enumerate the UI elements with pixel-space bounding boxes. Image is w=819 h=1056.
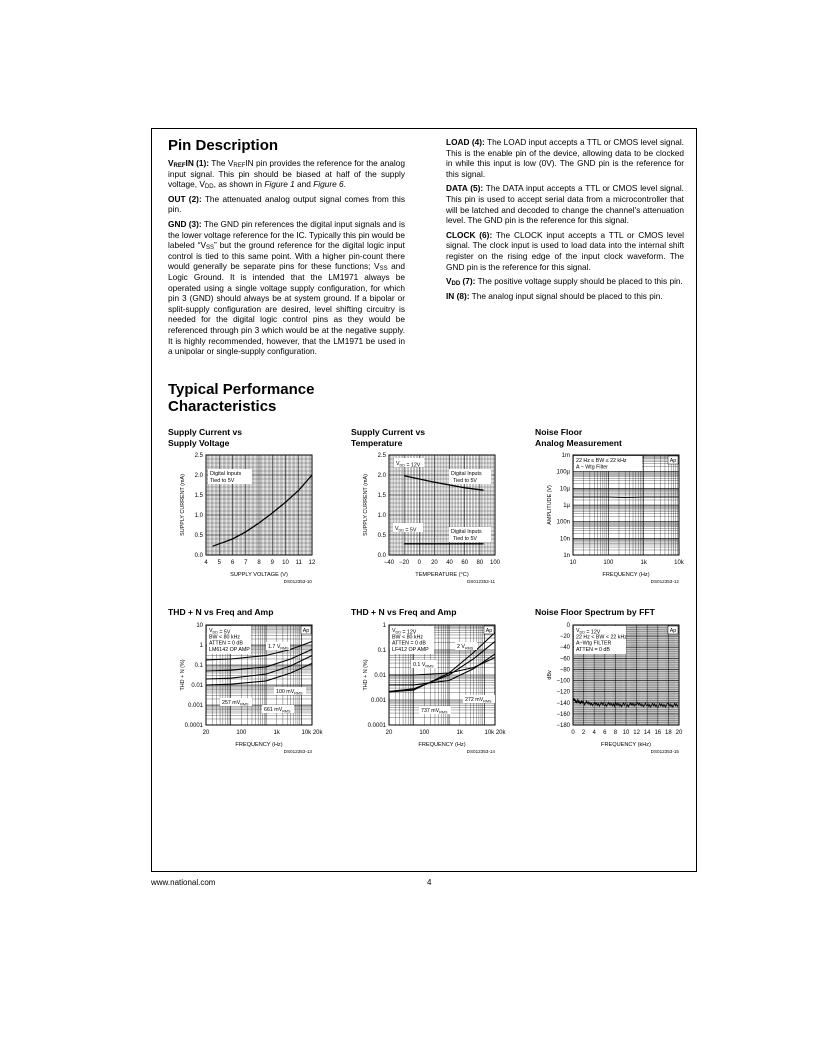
figure-code: DS012353-11 (466, 579, 495, 584)
pin-text: The $V_{REF}IN$ pin provides the reference for the analog input signal. This pin should be biased at half of the supply voltage, $V_{DD}$, as shown in Figure 1 and Figure 6. (168, 158, 405, 191)
y-tick-label: 1n (563, 553, 570, 559)
y-tick-label: 10µ (559, 486, 570, 493)
pin-name: $V_{DD}$ (7): (446, 276, 476, 288)
pin-list-right (446, 137, 684, 301)
y-tick-label: 0.01 (374, 673, 386, 679)
pin-list-left (168, 158, 405, 357)
curve-label: 0.1 $V_{RMS}$ (413, 662, 434, 669)
x-tick-label: 12 (633, 730, 640, 736)
legend-entry: BW < 80 kHz (392, 634, 424, 641)
y-tick-label: 2.0 (194, 473, 203, 479)
y-tick-label: 0.0 (194, 553, 203, 559)
y-tick-label: 1.0 (194, 513, 203, 519)
y-tick-label: 0.1 (194, 663, 203, 669)
pin-name: GND (3): (168, 218, 202, 229)
annotation: $V_{DD} = 5V$ (395, 526, 417, 534)
chart-thd-n-5v (160, 620, 332, 767)
y-tick-label: 2.5 (377, 453, 386, 459)
pin-right-item (446, 291, 684, 302)
x-tick-label: 1k (273, 730, 280, 736)
annotation: Tied to 5V (453, 478, 477, 484)
y-tick-label: −80 (559, 667, 570, 674)
x-tick-label: 4 (204, 560, 208, 566)
section-title-typical-performance: Typical Performance Characteristics (168, 381, 315, 415)
y-tick-label: 0.0001 (367, 723, 386, 729)
y-tick-label: 1.5 (194, 493, 203, 499)
y-tick-label: 10 (196, 623, 203, 629)
x-tick-label: 80 (476, 560, 484, 566)
chart-noise-floor-fft (527, 620, 699, 767)
x-tick-label: 11 (295, 560, 302, 566)
series-line (573, 497, 679, 498)
pin-left-item (168, 194, 405, 215)
legend-entry: ATTEN = 0 dB (209, 640, 243, 647)
series-line (389, 654, 495, 685)
x-tick-label: 16 (654, 730, 662, 736)
footer-website[interactable]: www.national.com (151, 878, 216, 887)
x-tick-label: 100 (489, 560, 501, 566)
pin-right-item (446, 137, 684, 179)
y-axis-label: THD + N (%) (180, 659, 186, 691)
chart-supply-current-vs-temperature (343, 450, 515, 595)
y-tick-label: −120 (556, 689, 570, 696)
ap-badge-text: Ap (302, 628, 310, 634)
graph-title-2: Supply Current vs Temperature (351, 427, 426, 448)
figure-code: DS012353-10 (283, 579, 312, 584)
y-tick-label: −160 (556, 711, 570, 718)
pin-text: The CLOCK input accepts a TTL or CMOS level signal. The clock input is used to load data into the internal shift register on the rising edge of the input clock waveform. The GND pin is the reference for this signal. (446, 229, 684, 272)
x-tick-label: 20 (202, 730, 210, 736)
pin-name: OUT (2): (168, 193, 202, 204)
chart-supply-current-vs-voltage (160, 450, 332, 595)
legend-entry: 22 Hz ≤ BW ≤ 22 kHz (576, 458, 627, 464)
pin-text: The GND pin references the digital input signals and is the lower voltage reference for the IC. Typically this pin would be labeled “$V_{SS}$” but the ground reference for the digital logic input control is tied to this same point. With a higher pin-count there would generally be separate pins for these functions; $V_{SS}$ and Logic Ground. It is intended that the LM1971 always be operated using a single voltage supply configuration, for which pin 3 (GND) should always be at system ground. If a bipolar or split-supply configuration are desired, level shifting circuitry is needed for the digital logic control pins as they would be referenced through pin 3 which would be at the negative supply. It is highly recommended, however, that the LM1971 be used in a unipolar or single-supply configuration. (168, 218, 405, 357)
curve-label: 257 $mV_{RMS}$ (222, 700, 249, 707)
x-tick-label: 1k (456, 730, 463, 736)
pin-left-item (168, 158, 405, 190)
graph-title-5: THD + N vs Freq and Amp (351, 607, 457, 617)
x-tick-label: 6 (230, 560, 235, 566)
pin-text: The attenuated analog output signal comes from this pin. (168, 193, 405, 215)
y-tick-label: −140 (556, 700, 570, 707)
x-tick-label: −20 (399, 560, 410, 566)
y-tick-label: 0.5 (377, 533, 386, 539)
curve-label: 1.7 $V_{RMS}$ (268, 644, 289, 651)
x-tick-label: 100 (603, 560, 614, 566)
pin-text: The LOAD input accepts a TTL or CMOS level signal. This is the enable pin of the device, allowing data to be clocked in while this input is low (0V). The GND pin is the reference for this signal. (446, 137, 684, 179)
y-tick-label: 1m (561, 453, 570, 459)
x-tick-label: 10 (569, 560, 577, 566)
x-tick-label: 10k 20k (301, 730, 323, 736)
pin-right-item (446, 230, 684, 272)
x-tick-label: 100 (236, 730, 247, 736)
series-line (213, 475, 312, 546)
pin-text: The positive voltage supply should be placed to this pin. (475, 276, 683, 287)
x-axis-label: FREQUENCY (Hz) (602, 572, 650, 578)
graph-title-4: THD + N vs Freq and Amp (168, 607, 274, 617)
x-tick-label: 10k 20k (484, 730, 506, 736)
pin-left-item (168, 219, 405, 357)
x-tick-label: 5 (217, 560, 221, 566)
legend-entry: A−Wtg FILTER (576, 640, 612, 647)
y-tick-label: 1.5 (377, 493, 386, 499)
y-axis-label: THD + N (%) (363, 659, 369, 691)
annotation: Digital Inputs (451, 471, 482, 477)
annotation: Tied to 5V (453, 536, 477, 542)
y-tick-label: 0.0 (377, 553, 386, 559)
curve-label: 100 $mV_{RMS}$ (276, 689, 303, 696)
series-line (389, 658, 495, 676)
y-tick-label: 1.0 (377, 513, 386, 519)
legend-entry: $V_{DD} = 12V$ (392, 628, 417, 636)
x-axis-label: SUPPLY VOLTAGE (V) (230, 572, 288, 578)
y-tick-label: 2.0 (377, 473, 386, 479)
x-tick-label: 14 (643, 730, 651, 736)
y-tick-label: 2.5 (194, 453, 203, 459)
ap-badge-text: Ap (669, 458, 677, 464)
graph-title-1: Supply Current vs Supply Voltage (168, 427, 243, 448)
curve-label: 737 $mV_{RMS}$ (421, 708, 448, 715)
pin-description-right (446, 137, 684, 305)
ap-badge-text: Ap (669, 628, 677, 634)
x-tick-label: 100 (419, 730, 430, 736)
y-tick-label: 0.001 (187, 703, 203, 709)
legend-entry: ATTEN = 0 dB (392, 640, 426, 647)
x-tick-label: 18 (665, 730, 672, 736)
x-axis-label: TEMPERATURE (°C) (415, 572, 469, 578)
pin-name: LOAD (4): (446, 137, 485, 147)
x-tick-label: 20 (385, 730, 393, 736)
y-axis-label: AMPLITUDE (V) (547, 485, 553, 525)
legend-entry: A − Wtg Filter (576, 464, 608, 471)
x-tick-label: 1k (640, 560, 647, 566)
x-tick-label: 10 (282, 560, 289, 566)
curve-label: 272 $mV_{RMS}$ (465, 697, 492, 704)
legend-entry: LF412 OP AMP (392, 646, 429, 653)
legend-entry: LM6142 OP AMP (209, 646, 250, 653)
curve-label: 661 $mV_{RMS}$ (264, 707, 291, 714)
x-tick-label: 60 (461, 560, 469, 566)
y-tick-label: 0.1 (377, 648, 386, 654)
legend-entry: ATTEN = 0 dB (576, 646, 610, 653)
y-tick-label: 1µ (563, 503, 570, 509)
y-tick-label: 0.001 (370, 698, 386, 704)
y-axis-label: dBv (547, 670, 553, 680)
legend-entry: $V_{DD} = 5V$ (209, 628, 231, 636)
y-tick-label: 0.5 (194, 533, 203, 539)
pin-name: DATA (5): (446, 183, 484, 194)
y-tick-label: 100µ (556, 469, 570, 476)
y-tick-label: −180 (556, 723, 570, 729)
y-tick-label: 0.0001 (184, 723, 203, 729)
annotation: Digital Inputs (210, 471, 242, 477)
y-tick-label: 1 (382, 623, 386, 629)
legend-entry: 22 Hz < BW < 22 kHz (576, 634, 627, 641)
ap-badge-text: Ap (485, 628, 493, 634)
x-axis-label: FREQUENCY (Hz) (418, 742, 466, 748)
y-tick-label: 10n (559, 536, 570, 543)
annotation: $V_{DD} = 12V$ (396, 461, 421, 469)
figure-code: DS012353-14 (466, 749, 495, 754)
x-tick-label: 20 (675, 730, 683, 736)
pin-text: The analog input signal should be placed to this pin. (469, 290, 663, 301)
legend-entry: BW < 80 kHz (209, 634, 241, 641)
x-axis-label: FREQUENCY (kHz) (601, 742, 651, 748)
pin-right-item (446, 183, 684, 225)
y-tick-label: −60 (559, 656, 570, 663)
x-tick-label: 40 (446, 560, 453, 566)
x-tick-label: 10k (674, 560, 684, 566)
y-tick-label: −100 (556, 678, 570, 685)
graph-title-6: Noise Floor Spectrum by FFT (535, 607, 655, 617)
x-axis-label: FREQUENCY (Hz) (235, 742, 283, 748)
x-tick-label: 4 (592, 730, 596, 736)
x-tick-label: 6 (603, 730, 607, 736)
y-tick-label: 0 (566, 623, 570, 629)
y-axis-label: SUPPLY CURRENT (mA) (363, 474, 369, 536)
pin-name: $V_{REF}IN$ (1): (168, 158, 210, 169)
y-tick-label: 0.01 (191, 683, 203, 689)
x-tick-label: 8 (613, 730, 618, 736)
x-tick-label: 8 (257, 560, 261, 566)
x-tick-label: 0 (571, 730, 575, 736)
y-tick-label: 100n (556, 519, 570, 526)
annotation: Tied to 5V (210, 478, 235, 484)
x-tick-label: 9 (270, 560, 274, 566)
pin-name: CLOCK (6): (446, 229, 493, 240)
y-axis-label: SUPPLY CURRENT (mA) (180, 474, 186, 536)
x-tick-label: 0 (417, 560, 421, 566)
x-tick-label: 2 (581, 730, 586, 736)
x-tick-label: 20 (431, 560, 438, 566)
curve-label: 2 $V_{RMS}$ (457, 644, 474, 651)
graph-title-3: Noise Floor Analog Measurement (535, 427, 622, 448)
footer-page-number: 4 (427, 878, 432, 887)
y-tick-label: 1 (199, 643, 203, 649)
y-tick-label: −40 (559, 645, 570, 652)
pin-name: IN (8): (446, 290, 470, 301)
x-tick-label: 12 (308, 560, 316, 566)
y-tick-label: −20 (559, 634, 570, 641)
chart-thd-n-12v (343, 620, 515, 767)
annotation: Digital Inputs (451, 529, 482, 535)
x-tick-label: 7 (244, 560, 248, 566)
figure-code: DS012353-15 (650, 749, 679, 754)
legend-entry: $V_{DD} = 12V$ (576, 628, 601, 636)
x-tick-label: 10 (622, 730, 630, 736)
pin-text: The DATA input accepts a TTL or CMOS level signal. This pin is used to accept serial data from a microcontroller that will be latched and decoded to change the channel's attenuation level. The GND pin is the reference for this signal. (446, 183, 684, 226)
figure-code: DS012353-13 (283, 749, 312, 754)
figure-code: DS012353-12 (650, 579, 679, 584)
pin-description-left (168, 137, 405, 361)
series-line (206, 663, 312, 685)
section-title-pin-description: Pin Description (168, 137, 279, 154)
x-tick-label: −40 (383, 560, 395, 566)
pin-right-item (446, 276, 684, 287)
chart-noise-floor-analog (527, 450, 699, 595)
